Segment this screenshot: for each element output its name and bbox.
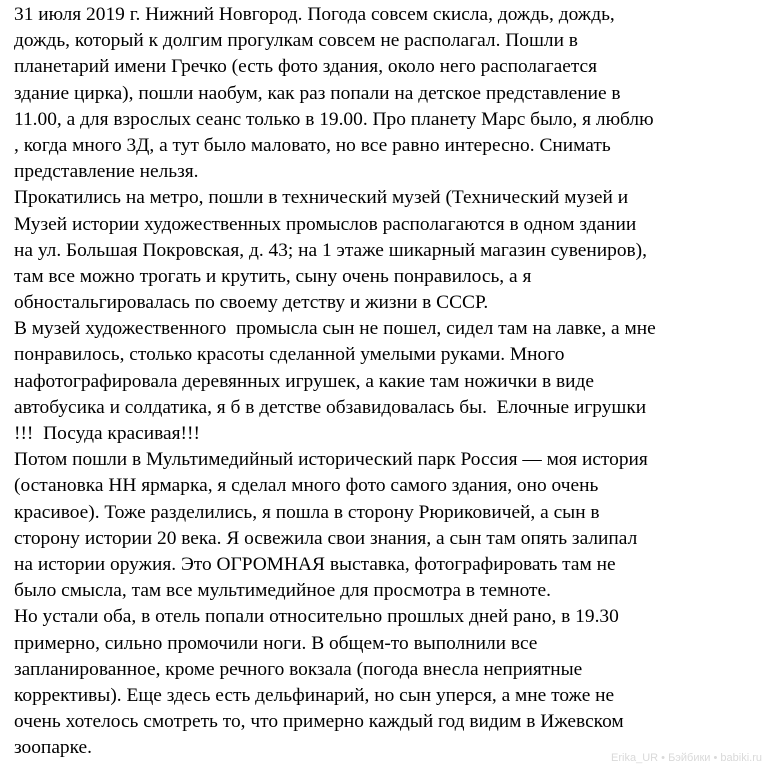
text-line: дождь, который к долгим прогулкам совсем не располагал. Пошли в [14, 30, 578, 52]
text-line: Потом пошли в Мультимедийный исторический парк Россия — моя история [14, 449, 648, 471]
text-line: понравилось, столько красоты сделанной умелыми руками. Много [14, 344, 565, 366]
text-line: представление нельзя. [14, 161, 199, 183]
text-line: здание цирка), пошли наобум, как раз попали на детское представление в [14, 82, 621, 104]
text-line: было смысла, там все мультимедийное для просмотра в темноте. [14, 580, 551, 602]
text-line: очень хотелось смотреть то, что примерно каждый год видим в Ижевском [14, 711, 624, 733]
text-line: нафотографировала деревянных игрушек, а какие там ножички в виде [14, 370, 594, 392]
text-line: Музей истории художественных промыслов располагаются в одном здании [14, 213, 637, 235]
text-line: , когда много 3Д, а тут было маловато, но все равно интересно. Снимать [14, 134, 611, 156]
text-line: автобусика и солдатика, я б в детстве обзавидовалась бы. Елочные игрушки [14, 396, 647, 418]
text-line: там все можно трогать и крутить, сыну очень понравилось, а я [14, 265, 532, 287]
document-text [14, 2, 766, 761]
text-line: 11.00, а для взрослых сеанс только в 19.00. Про планету Марс было, я люблю [14, 108, 654, 130]
text-line: (остановка НН ярмарка, я сделал много фото самого здания, оно очень [14, 475, 599, 497]
text-line: Но устали оба, в отель попали относительно прошлых дней рано, в 19.30 [14, 606, 619, 628]
text-line: на истории оружия. Это ОГРОМНАЯ выставка, фотографировать там не [14, 553, 616, 575]
text-line: 31 июля 2019 г. Нижний Новгород. Погода совсем скисла, дождь, дождь, [14, 4, 615, 25]
text-line: примерно, сильно промочили ноги. В общем-то выполнили все [14, 632, 538, 654]
text-line: планетарий имени Гречко (есть фото здания, около него располагается [14, 56, 598, 78]
text-line: на ул. Большая Покровская, д. 43; на 1 этаже шикарный магазин сувениров), [14, 239, 647, 261]
watermark: Erika_UR • Бэйбики • babiki.ru [611, 752, 762, 764]
text-line: Прокатились на метро, пошли в технический музей (Технический музей и [14, 187, 629, 209]
text-line: красивое). Тоже разделились, я пошла в сторону Рюриковичей, а сын в [14, 501, 600, 523]
text-line: запланированное, кроме речного вокзала (погода внесла неприятные [14, 658, 583, 680]
text-line: коррективы). Еще здесь есть дельфинарий, но сын уперся, а мне тоже не [14, 684, 615, 706]
text-line: сторону истории 20 века. Я освежила свои знания, а сын там опять залипал [14, 527, 638, 549]
text-line: обностальгировалась по своему детству и жизни в СССР. [14, 292, 489, 314]
text-line: В музей художественного промысла сын не пошел, сидел там на лавке, а мне [14, 318, 656, 340]
text-line: !!! Посуда красивая!!! [14, 423, 200, 444]
text-line: зоопарке. [14, 737, 93, 759]
